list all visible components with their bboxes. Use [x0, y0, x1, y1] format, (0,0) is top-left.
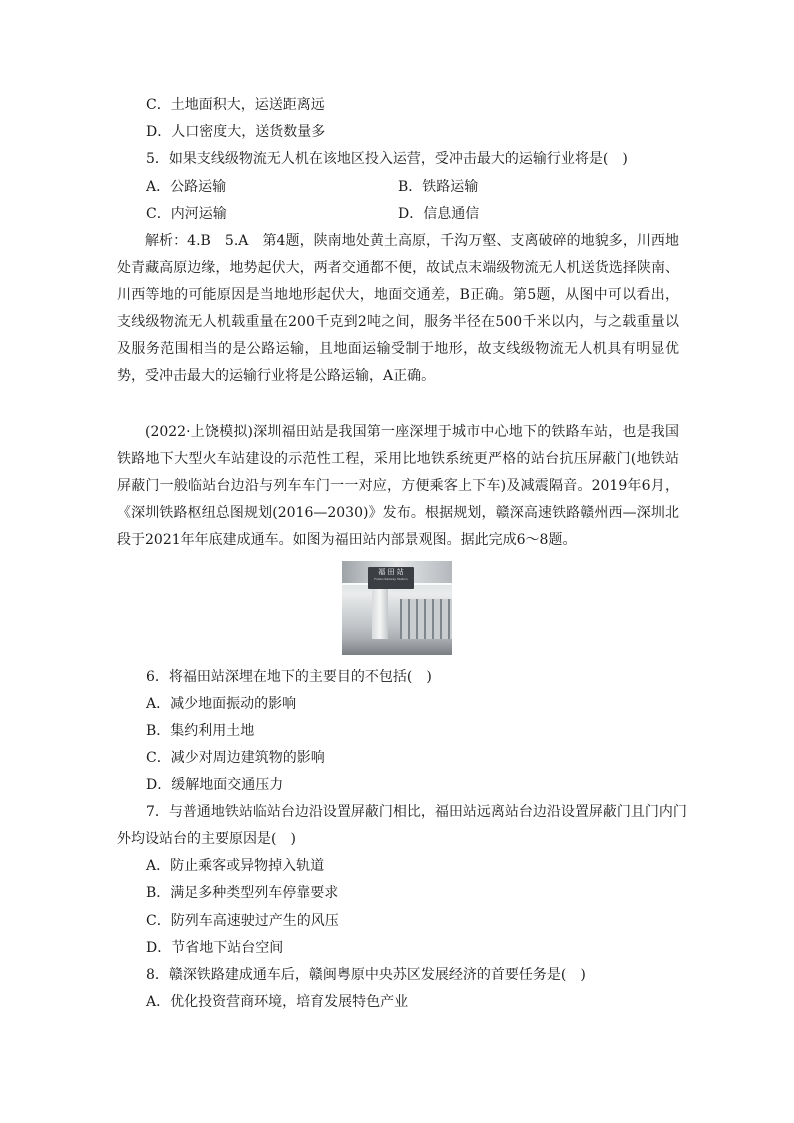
q5-stem: 5．如果支线级物流无人机在该地区投入运营，受冲击最大的运输行业将是( ) — [146, 151, 628, 167]
photo-floor — [342, 639, 452, 655]
analysis-paragraph: 解析：4.B 5.A 第4题，陕南地处黄土高原，千沟万壑、支离破碎的地貌多，川西地处青藏高原边缘，地势起伏大，两者交通都不便，故试点末端级物流无人机送货选择陕南、川西等地的可能原因是当地地形起伏大，地面交通差，B正确。第5题，从图中可以看出，支线级物流无人机载重量在200千克到2吨之间，服务半径在500千米以内，与之载重量以及服务范围相当的是公路运输，且地面运输受制于地形，故支线级物流无人机具有明显优势，受冲击最大的运输行业将是公路运输，A正确。 — [117, 233, 679, 384]
q6-option-b: B．集约利用土地 — [146, 723, 255, 739]
q7-option-a: A．防止乘客或异物掉入轨道 — [146, 858, 325, 874]
photo-platform-doors — [400, 599, 452, 639]
station-sign-subtext: Futian Railway Station — [374, 577, 408, 581]
q7-option-c: C．防列车高速驶过产生的风压 — [146, 913, 339, 929]
passage-paragraph: (2022·上饶模拟)深圳福田站是我国第一座深埋于城市中心地下的铁路车站，也是我国铁路地下大型火车站建设的示范性工程，采用比地铁系统更严格的站台抗压屏蔽门(地铁站屏蔽门一般临站台边沿与列车车门一一对应，方便乘客上下车)及减震隔音。2019年6月，《深圳铁路枢纽总图规划(2016—2030)》发布。根据规划，赣深高速铁路赣州西—深圳北段于2021年年底建成通车。如图为福田站内部景观图。据此完成6～8题。 — [117, 424, 679, 548]
q8-option-a: A．优化投资营商环境，培育发展特色产业 — [146, 994, 409, 1010]
q5-option-c: C．内河运输 — [146, 206, 227, 222]
q6-option-d: D．缓解地面交通压力 — [146, 777, 284, 793]
q7-option-b: B．满足多种类型列车停靠要求 — [146, 885, 339, 901]
futian-station-photo — [342, 561, 452, 655]
q8-stem: 8．赣深铁路建成通车后，赣闽粤原中央苏区发展经济的首要任务是( ) — [146, 967, 586, 983]
station-sign — [368, 567, 414, 589]
q4-option-d: D．人口密度大，送货数量多 — [146, 124, 326, 140]
q5-option-b: B．铁路运输 — [398, 179, 479, 195]
q6-option-a: A．减少地面振动的影响 — [146, 696, 297, 712]
q6-stem: 6．将福田站深埋在地下的主要目的不包括( ) — [146, 669, 432, 685]
q4-option-c: C．土地面积大，运送距离远 — [146, 97, 325, 113]
q7-stem-line2: 外均设站台的主要原因是( ) — [117, 831, 296, 847]
q7-option-d: D．节省地下站台空间 — [146, 940, 284, 956]
q7-stem-line1: 7．与普通地铁站临站台边沿设置屏蔽门相比，福田站远离站台边沿设置屏蔽门且门内门 — [146, 804, 687, 820]
q5-option-a: A．公路运输 — [146, 179, 227, 195]
q5-option-d: D．信息通信 — [398, 206, 480, 222]
station-sign-text: 福 田 站 — [378, 568, 404, 576]
q6-option-c: C．减少对周边建筑物的影响 — [146, 750, 325, 766]
